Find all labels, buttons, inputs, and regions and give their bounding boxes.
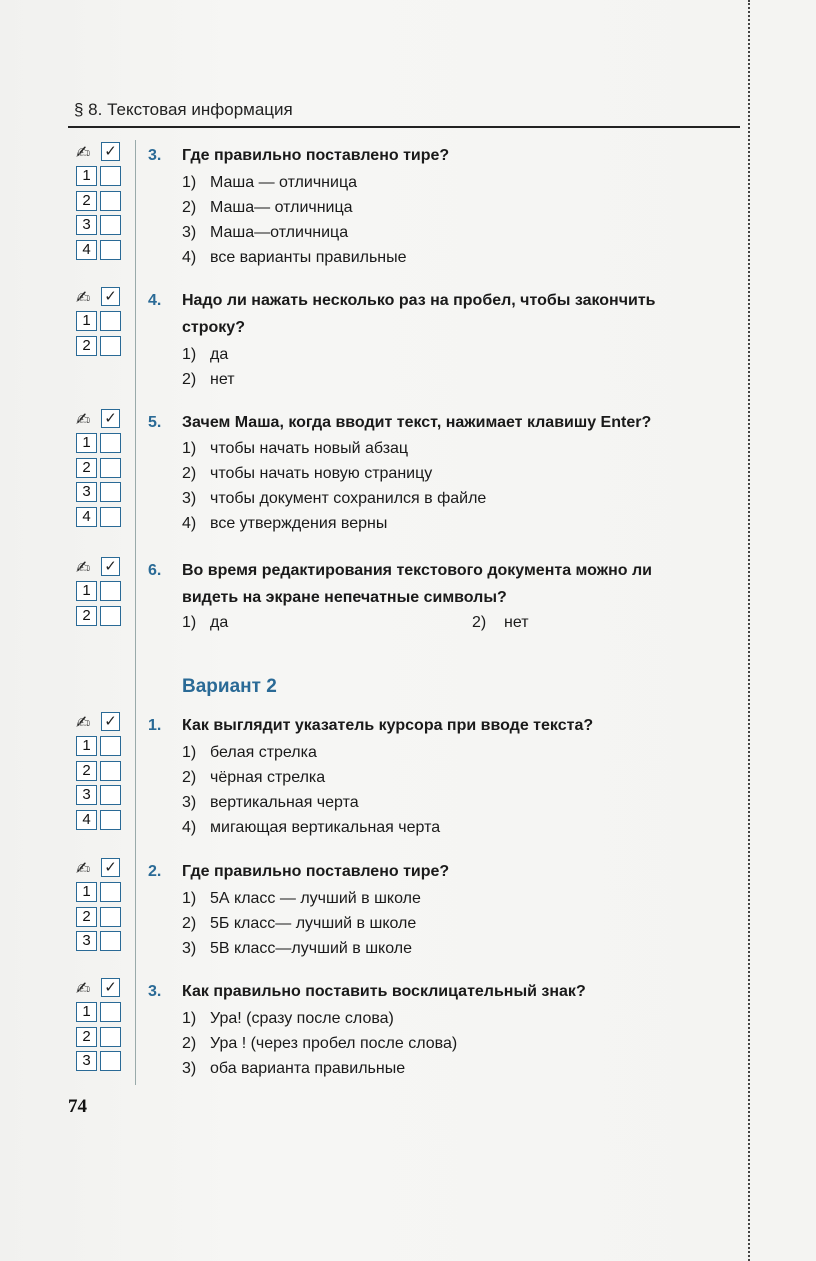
option-number: 2) (182, 915, 197, 932)
option-number-box: 3 (76, 931, 97, 951)
answer-checkbox[interactable] (100, 1002, 121, 1022)
option-number-box: 3 (76, 1051, 97, 1071)
option-text: Ура! (сразу после слова) (210, 1010, 394, 1027)
question-line: видеть на экране непечатные символы? (182, 589, 507, 606)
option-number: 3) (182, 1060, 197, 1077)
option-number: 1) (182, 440, 197, 457)
checkmark-icon: ✓ (101, 142, 120, 161)
option-number: 2) (182, 1035, 197, 1052)
option (182, 1006, 742, 1031)
answer-boxes (74, 287, 126, 358)
page-number: 74 (68, 1096, 87, 1117)
question-number: 5. (148, 414, 162, 431)
option-text: да (210, 614, 229, 631)
option-number-box: 3 (76, 482, 97, 502)
option-number-box: 2 (76, 761, 97, 781)
option-number: 3) (182, 794, 197, 811)
option-text: вертикальная черта (210, 794, 359, 811)
option-number-box: 3 (76, 785, 97, 805)
option-text: чёрная стрелка (210, 769, 326, 786)
option-text: 5А класс — лучший в школе (210, 890, 421, 907)
question-number: 3. (148, 147, 162, 164)
question-line: Где правильно поставлено тире? (182, 863, 450, 880)
options-list (182, 886, 742, 961)
checkmark-icon: ✓ (101, 409, 120, 428)
pencil-icon: ✍ (76, 859, 91, 879)
option-number-box: 2 (76, 606, 97, 626)
answer-checkbox[interactable] (100, 882, 121, 902)
option-number: 1) (182, 174, 197, 191)
option-number: 4) (182, 819, 197, 836)
options-list (182, 342, 742, 392)
option (182, 1031, 742, 1056)
variant-heading: Вариант 2 (182, 676, 277, 697)
answer-boxes (74, 142, 126, 262)
answer-checkbox[interactable] (100, 458, 121, 478)
question-text (148, 287, 748, 341)
answer-checkbox[interactable] (100, 931, 121, 951)
option-number-box: 1 (76, 1002, 97, 1022)
question-line: Надо ли нажать несколько раз на пробел, чтобы закончить (182, 292, 656, 309)
question-number: 1. (148, 717, 162, 734)
answer-checkbox[interactable] (100, 606, 121, 626)
pencil-icon: ✍ (76, 713, 91, 733)
option-number-box: 1 (76, 311, 97, 331)
checkmark-icon: ✓ (101, 978, 120, 997)
option-number-box: 2 (76, 191, 97, 211)
question-number: 3. (148, 983, 162, 1000)
option-text: да (210, 346, 229, 363)
option (182, 815, 742, 840)
options-list (182, 436, 742, 536)
option-number: 1) (182, 614, 197, 631)
option-number: 2) (182, 199, 197, 216)
question-text (148, 858, 748, 885)
option-number: 1) (182, 346, 197, 363)
option-number: 2) (182, 769, 197, 786)
question-line: Во время редактирования текстового документа можно ли (182, 562, 652, 579)
option-number: 1) (182, 744, 197, 761)
question-number: 4. (148, 292, 162, 309)
option-number: 3) (182, 490, 197, 507)
option-number: 4) (182, 249, 197, 266)
option (182, 511, 742, 536)
answer-boxes (74, 557, 126, 628)
checkmark-icon: ✓ (101, 557, 120, 576)
option-text: чтобы документ сохранился в файле (210, 490, 487, 507)
pencil-icon: ✍ (76, 979, 91, 999)
option (182, 342, 742, 367)
option (182, 886, 742, 911)
answer-checkbox[interactable] (100, 1051, 121, 1071)
question-text (148, 142, 748, 169)
answer-boxes (74, 409, 126, 529)
option-text: белая стрелка (210, 744, 317, 761)
option-number: 4) (182, 515, 197, 532)
pencil-icon: ✍ (76, 143, 91, 163)
question-line: Как выглядит указатель курсора при вводе текста? (182, 717, 594, 734)
options-list (182, 1006, 742, 1081)
option (182, 790, 742, 815)
option-number: 2) (182, 371, 197, 388)
option (182, 936, 742, 961)
option-text: нет (210, 371, 235, 388)
option-text: чтобы начать новую страницу (210, 465, 433, 482)
answer-checkbox[interactable] (100, 1027, 121, 1047)
margin-rule (135, 140, 136, 1085)
options-list (182, 740, 742, 840)
question-number: 6. (148, 562, 162, 579)
answer-checkbox[interactable] (100, 907, 121, 927)
option-text: Ура ! (через пробел после слова) (210, 1035, 458, 1052)
section-title: § 8. Текстовая информация (74, 100, 293, 119)
option-number-box: 2 (76, 1027, 97, 1047)
answer-checkbox[interactable] (100, 810, 121, 830)
question-line: Как правильно поставить восклицательный знак? (182, 983, 586, 1000)
option-text: все варианты правильные (210, 249, 407, 266)
option-text: Маша—отличница (210, 224, 349, 241)
option-number: 2) (182, 465, 197, 482)
option (182, 911, 742, 936)
answer-checkbox[interactable] (100, 507, 121, 527)
answer-checkbox[interactable] (100, 215, 121, 235)
cut-line (748, 0, 750, 1261)
answer-checkbox[interactable] (100, 191, 121, 211)
answer-checkbox[interactable] (100, 240, 121, 260)
options-list (182, 170, 742, 270)
option-text: Маша— отличница (210, 199, 353, 216)
section-header (68, 98, 740, 128)
option (182, 461, 742, 486)
answer-boxes (74, 712, 126, 832)
pencil-icon: ✍ (76, 288, 91, 308)
option-number-box: 4 (76, 240, 97, 260)
answer-checkbox[interactable] (100, 433, 121, 453)
answer-checkbox[interactable] (100, 336, 121, 356)
question-text (148, 557, 748, 611)
option-text: мигающая вертикальная черта (210, 819, 441, 836)
option-text: 5Б класс— лучший в школе (210, 915, 417, 932)
answer-checkbox[interactable] (100, 761, 121, 781)
option (182, 486, 742, 511)
option (182, 220, 742, 245)
answer-checkbox[interactable] (100, 581, 121, 601)
option-number-box: 2 (76, 336, 97, 356)
option-number-box: 1 (76, 166, 97, 186)
option-number-box: 1 (76, 736, 97, 756)
option-text: чтобы начать новый абзац (210, 440, 409, 457)
answer-checkbox[interactable] (100, 166, 121, 186)
option-text: все утверждения верны (210, 515, 388, 532)
option-text: оба варианта правильные (210, 1060, 406, 1077)
answer-checkbox[interactable] (100, 736, 121, 756)
option-number-box: 1 (76, 882, 97, 902)
option (182, 195, 742, 220)
option (182, 367, 742, 392)
option-text: 5В класс—лучший в школе (210, 940, 412, 957)
answer-boxes (74, 858, 126, 954)
option-number: 2) (472, 614, 487, 631)
option (182, 740, 742, 765)
checkmark-icon: ✓ (101, 712, 120, 731)
question-text (148, 409, 748, 436)
option-number-box: 4 (76, 810, 97, 830)
pencil-icon: ✍ (76, 558, 91, 578)
answer-boxes (74, 978, 126, 1074)
answer-checkbox[interactable] (100, 482, 121, 502)
option-text: нет (504, 614, 529, 631)
checkmark-icon: ✓ (101, 858, 120, 877)
question-text (148, 712, 748, 739)
pencil-icon: ✍ (76, 410, 91, 430)
option-number: 1) (182, 1010, 197, 1027)
option (182, 610, 228, 635)
option (472, 610, 529, 635)
option-text: Маша — отличница (210, 174, 357, 191)
checkmark-icon: ✓ (101, 287, 120, 306)
option-number: 3) (182, 224, 197, 241)
option-number-box: 2 (76, 907, 97, 927)
option-number-box: 3 (76, 215, 97, 235)
option-number-box: 1 (76, 433, 97, 453)
answer-checkbox[interactable] (100, 311, 121, 331)
option (182, 170, 742, 195)
option (182, 245, 742, 270)
question-number: 2. (148, 863, 162, 880)
option (182, 765, 742, 790)
question-line: строку? (182, 319, 245, 336)
option-number-box: 1 (76, 581, 97, 601)
option-number-box: 2 (76, 458, 97, 478)
answer-checkbox[interactable] (100, 785, 121, 805)
option-number-box: 4 (76, 507, 97, 527)
option (182, 436, 742, 461)
option-number: 3) (182, 940, 197, 957)
question-line: Где правильно поставлено тире? (182, 147, 450, 164)
question-line: Зачем Маша, когда вводит текст, нажимает клавишу Enter? (182, 414, 652, 431)
option-number: 1) (182, 890, 197, 907)
question-text (148, 978, 748, 1005)
option (182, 1056, 742, 1081)
